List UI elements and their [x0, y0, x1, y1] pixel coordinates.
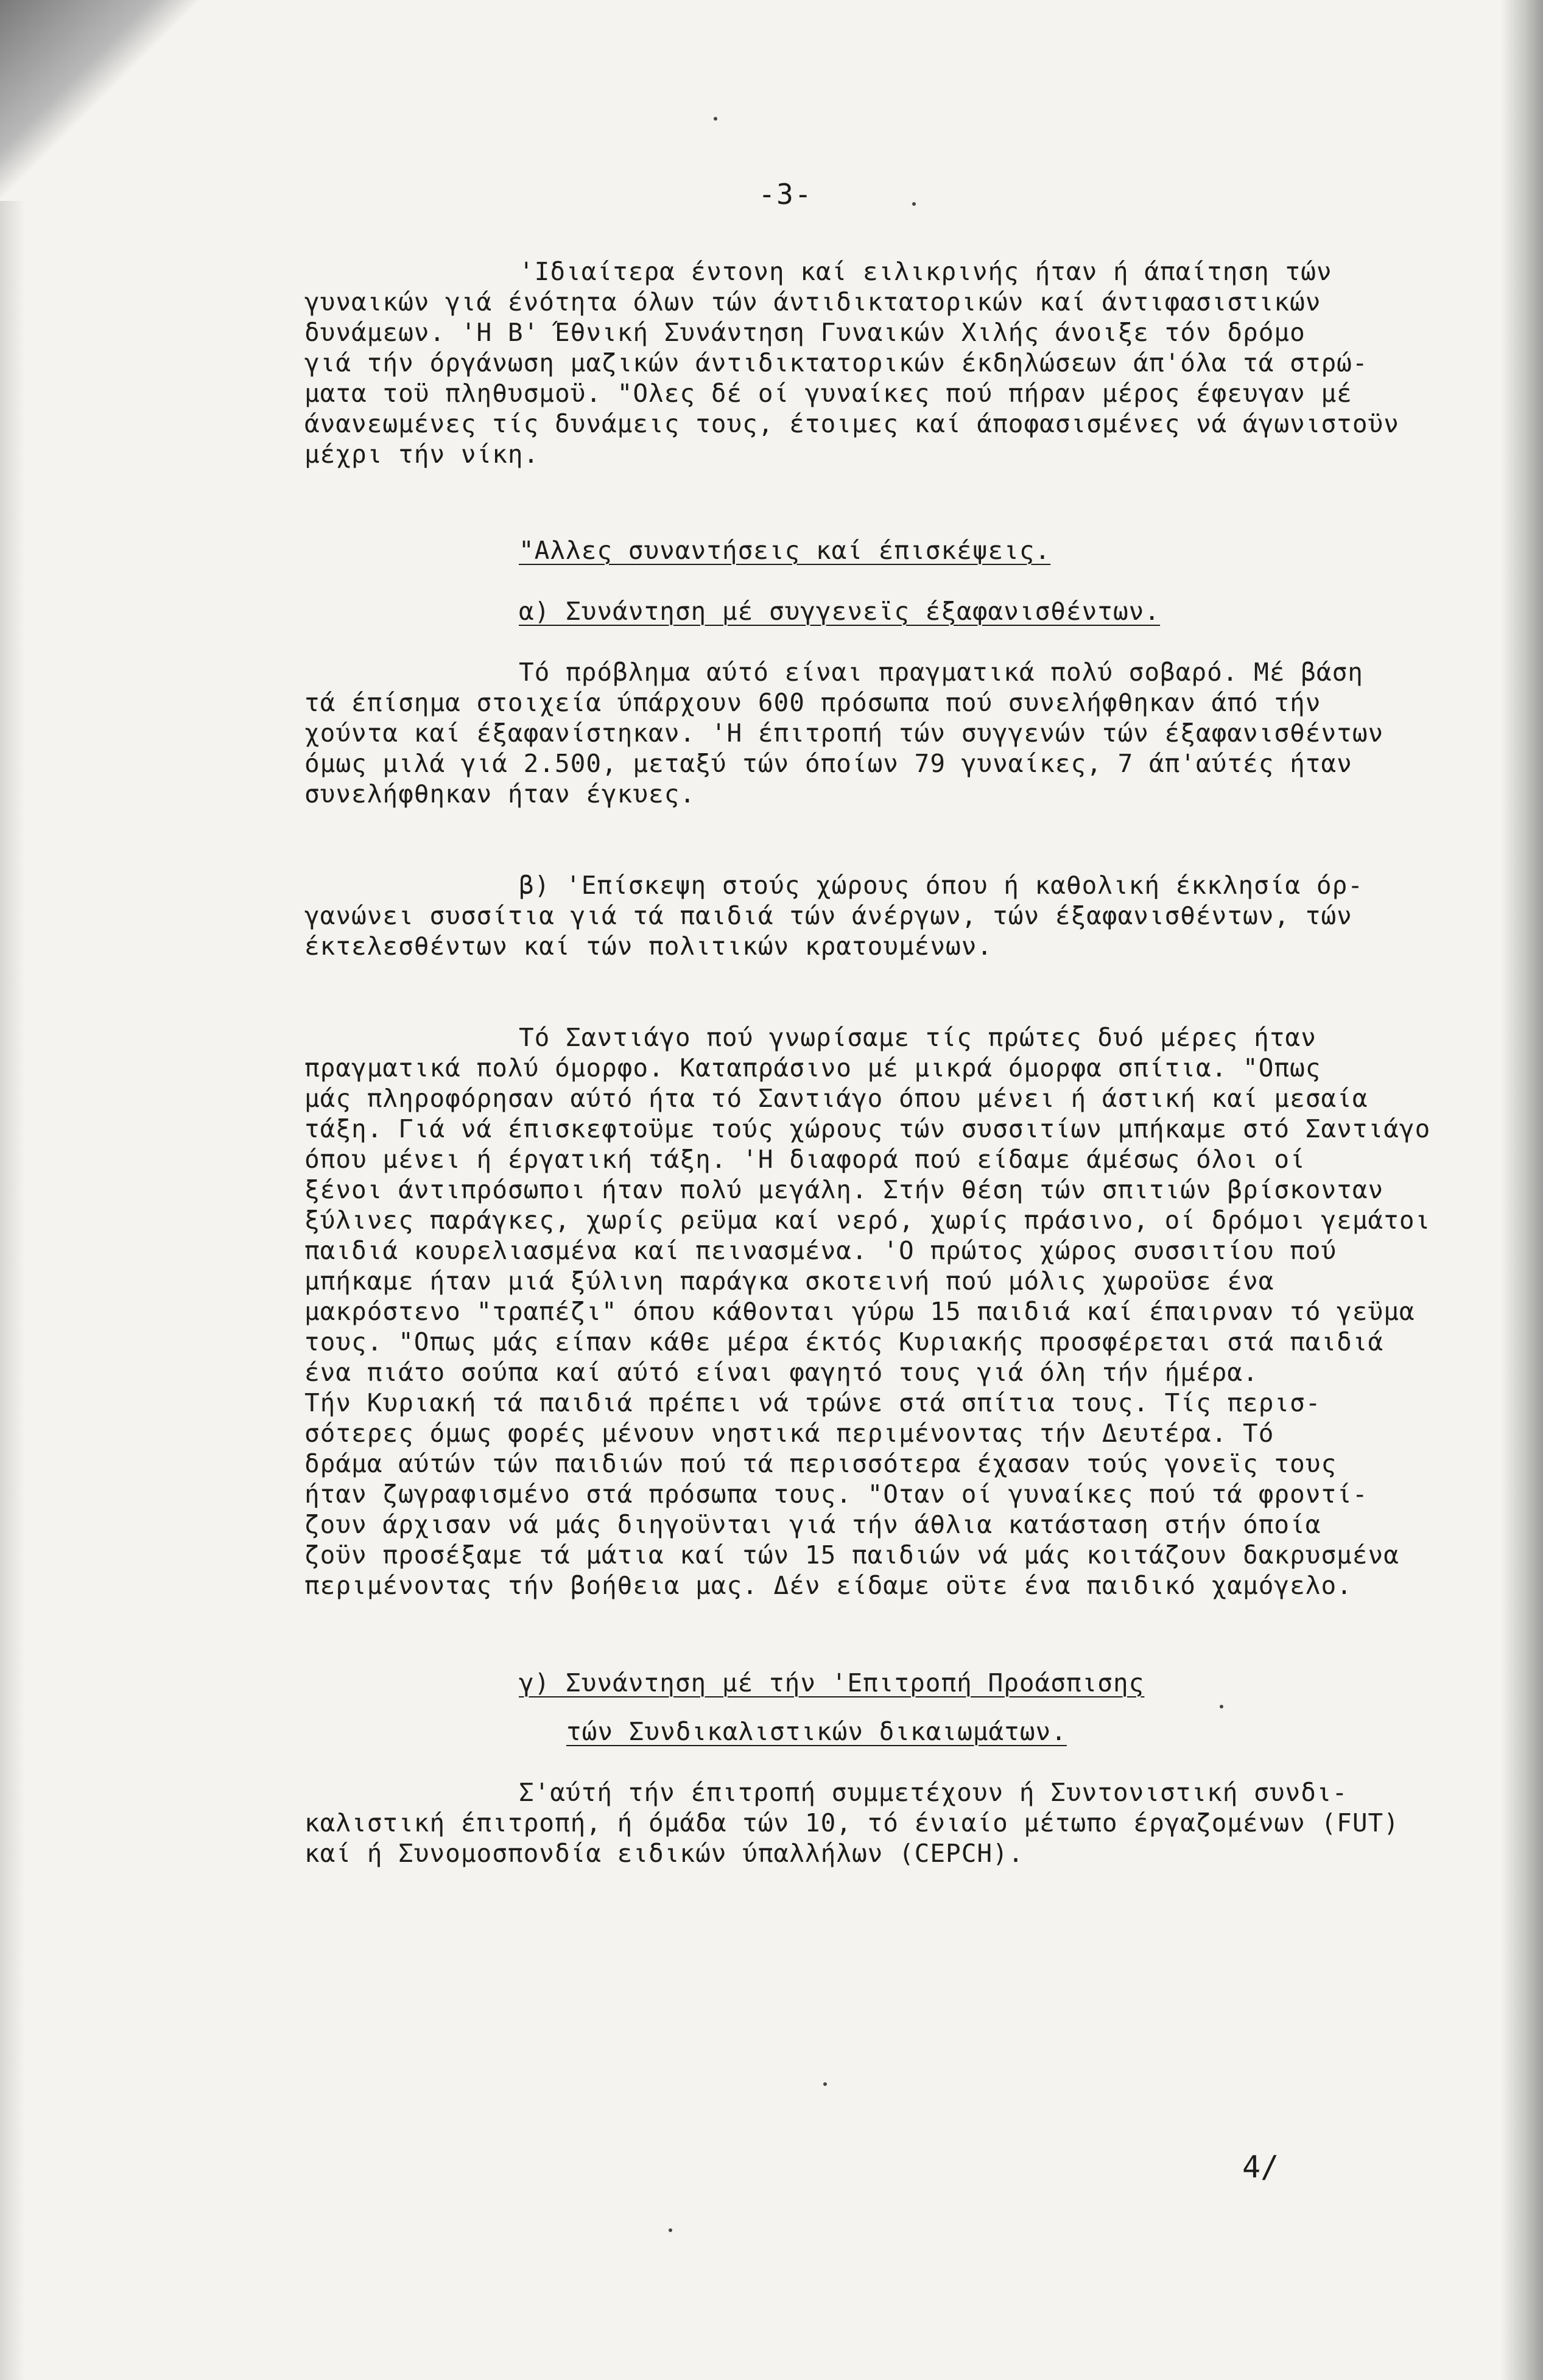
- text-line: δράμα αύτών τών παιδιών πού τά περισσότερα έχασαν τούς γονεϊς τους: [304, 1449, 1337, 1478]
- text-line: μπήκαμε ήταν μιά ξύλινη παράγκα σκοτεινή πού μόλις χωροϋσε ένα: [304, 1266, 1274, 1296]
- text-line: 'Ιδιαίτερα έντονη καί ειλικρινής ήταν ή άπαίτηση τών: [519, 257, 1332, 286]
- text-line: μάς πληροφόρησαν αύτό ήτα τό Σαντιάγο όπου μένει ή άστική καί μεσαία: [304, 1084, 1368, 1113]
- text-line: καί ή Συνομοσπονδία ειδικών ύπαλλήλων (CEPCH).: [304, 1839, 1024, 1868]
- text-line: ζουν άρχισαν νά μάς διηγοϋνται γιά τήν άθλια κατάσταση στήν όποία: [304, 1510, 1321, 1539]
- text-line: ξύλινες παράγκες, χωρίς ρεϋμα καί νερό, χωρίς πράσινο, οί δρόμοι γεμάτοι: [304, 1206, 1431, 1235]
- text-line: ξένοι άντιπρόσωποι ήταν πολύ μεγάλη. Στήν θέση τών σπιτιών βρίσκονταν: [304, 1175, 1384, 1204]
- text-line: τάξη. Γιά νά έπισκεφτοϋμε τούς χώρους τών συσσιτίων μπήκαμε στό Σαντιάγο: [304, 1114, 1431, 1143]
- subsection-heading: β) 'Επίσκεψη στούς χώρους όπου ή καθολική έκκλησία όρ-: [519, 871, 1363, 900]
- text-line: συνελήφθηκαν ήταν έγκυες.: [304, 779, 696, 809]
- scan-speck: [1220, 1705, 1223, 1708]
- subsection-heading: α) Συνάντηση μέ συγγενεϊς έξαφανισθέντων.: [519, 597, 1161, 626]
- text-line: Τήν Κυριακή τά παιδιά πρέπει νά τρώνε στά σπίτια τους. Τίς περισ-: [304, 1388, 1321, 1417]
- text-line: έκτελεσθέντων καί τών πολιτικών κρατουμένων.: [304, 932, 993, 961]
- section-heading: "Αλλες συναντήσεις καί έπισκέψεις.: [519, 536, 1051, 565]
- subsection-heading: γ) Συνάντηση μέ τήν 'Επιτροπή Προάσπισης: [519, 1668, 1145, 1697]
- continuation-marker: 4/: [1242, 2149, 1279, 2185]
- page-number: -3-: [758, 178, 813, 211]
- text-line: ήταν ζωγραφισμένο στά πρόσωπα τους. "Οταν οί γυναίκες πού τά φροντί-: [304, 1480, 1368, 1509]
- text-line: τους. "Οπως μάς είπαν κάθε μέρα έκτός Κυριακής προσφέρεται στά παιδιά: [304, 1327, 1384, 1357]
- text-line: σότερες όμως φορές μένουν νηστικά περιμένοντας τήν Δευτέρα. Τό: [304, 1419, 1274, 1448]
- text-line: γυναικών γιά ένότητα όλων τών άντιδικτατορικών καί άντιφασιστικών: [304, 287, 1321, 317]
- text-line: όμως μιλά γιά 2.500, μεταξύ τών όποίων 79 γυναίκες, 7 άπ'αύτές ήταν: [304, 749, 1352, 778]
- scan-speck: [669, 2228, 672, 2232]
- text-line: μέχρι τήν νίκη.: [304, 440, 540, 469]
- text-line: Τό Σαντιάγο πού γνωρίσαμε τίς πρώτες δυό μέρες ήταν: [519, 1023, 1316, 1052]
- subsection-heading: τών Συνδικαλιστικών δικαιωμάτων.: [566, 1717, 1067, 1746]
- scan-shadow-left-edge: [0, 201, 24, 2380]
- scan-speck: [714, 117, 717, 121]
- text-line: τά έπίσημα στοιχεία ύπάρχουν 600 πρόσωπα πού συνελήφθηκαν άπό τήν: [304, 688, 1321, 717]
- text-line: χούντα καί έξαφανίστηκαν. 'Η έπιτροπή τών συγγενών τών έξαφανισθέντων: [304, 718, 1384, 748]
- text-line: ματα τοϋ πληθυσμοϋ. "Ολες δέ οί γυναίκες πού πήραν μέρος έφευγαν μέ: [304, 379, 1352, 408]
- text-line: Σ'αύτή τήν έπιτροπή συμμετέχουν ή Συντονιστική συνδι-: [519, 1778, 1348, 1807]
- scan-shadow-corner: [0, 0, 201, 201]
- text-line: δυνάμεων. 'Η Β' Έθνική Συνάντηση Γυναικών Χιλής άνοιξε τόν δρόμο: [304, 318, 1306, 347]
- text-line: άνανεωμένες τίς δυνάμεις τους, έτοιμες καί άποφασισμένες νά άγωνιστοϋν: [304, 409, 1399, 438]
- text-line: γιά τήν όργάνωση μαζικών άντιδικτατορικών έκδηλώσεων άπ'όλα τά στρώ-: [304, 348, 1368, 377]
- text-line: περιμένοντας τήν βοήθεια μας. Δέν είδαμε οϋτε ένα παιδικό χαμόγελο.: [304, 1571, 1352, 1600]
- text-line: όπου μένει ή έργατική τάξη. 'Η διαφορά πού είδαμε άμέσως όλοι οί: [304, 1145, 1306, 1174]
- text-line: γανώνει συσσίτια γιά τά παιδιά τών άνέργων, τών έξαφανισθέντων, τών: [304, 901, 1352, 930]
- text-line: ένα πιάτο σούπα καί αύτό είναι φαγητό τους γιά όλη τήν ήμέρα.: [304, 1358, 1259, 1387]
- scan-shadow-right-edge: [1500, 0, 1543, 2380]
- scan-speck: [823, 2082, 827, 2086]
- text-line: μακρόστενο "τραπέζι" όπου κάθονται γύρω 15 παιδιά καί έπαιρναν τό γεϋμα: [304, 1297, 1415, 1326]
- text-line: παιδιά κουρελιασμένα καί πεινασμένα. 'Ο πρώτος χώρος συσσιτίου πού: [304, 1236, 1337, 1265]
- text-line: καλιστική έπιτροπή, ή όμάδα τών 10, τό ένιαίο μέτωπο έργαζομένων (FUT): [304, 1808, 1399, 1838]
- text-line: πραγματικά πολύ όμορφο. Καταπράσινο μέ μικρά όμορφα σπίτια. "Οπως: [304, 1053, 1321, 1083]
- text-line: ζοϋν προσέξαμε τά μάτια καί τών 15 παιδιών νά μάς κοιτάζουν δακρυσμένα: [304, 1540, 1399, 1570]
- text-line: Τό πρόβλημα αύτό είναι πραγματικά πολύ σοβαρό. Μέ βάση: [519, 658, 1363, 687]
- scan-speck: [912, 202, 916, 206]
